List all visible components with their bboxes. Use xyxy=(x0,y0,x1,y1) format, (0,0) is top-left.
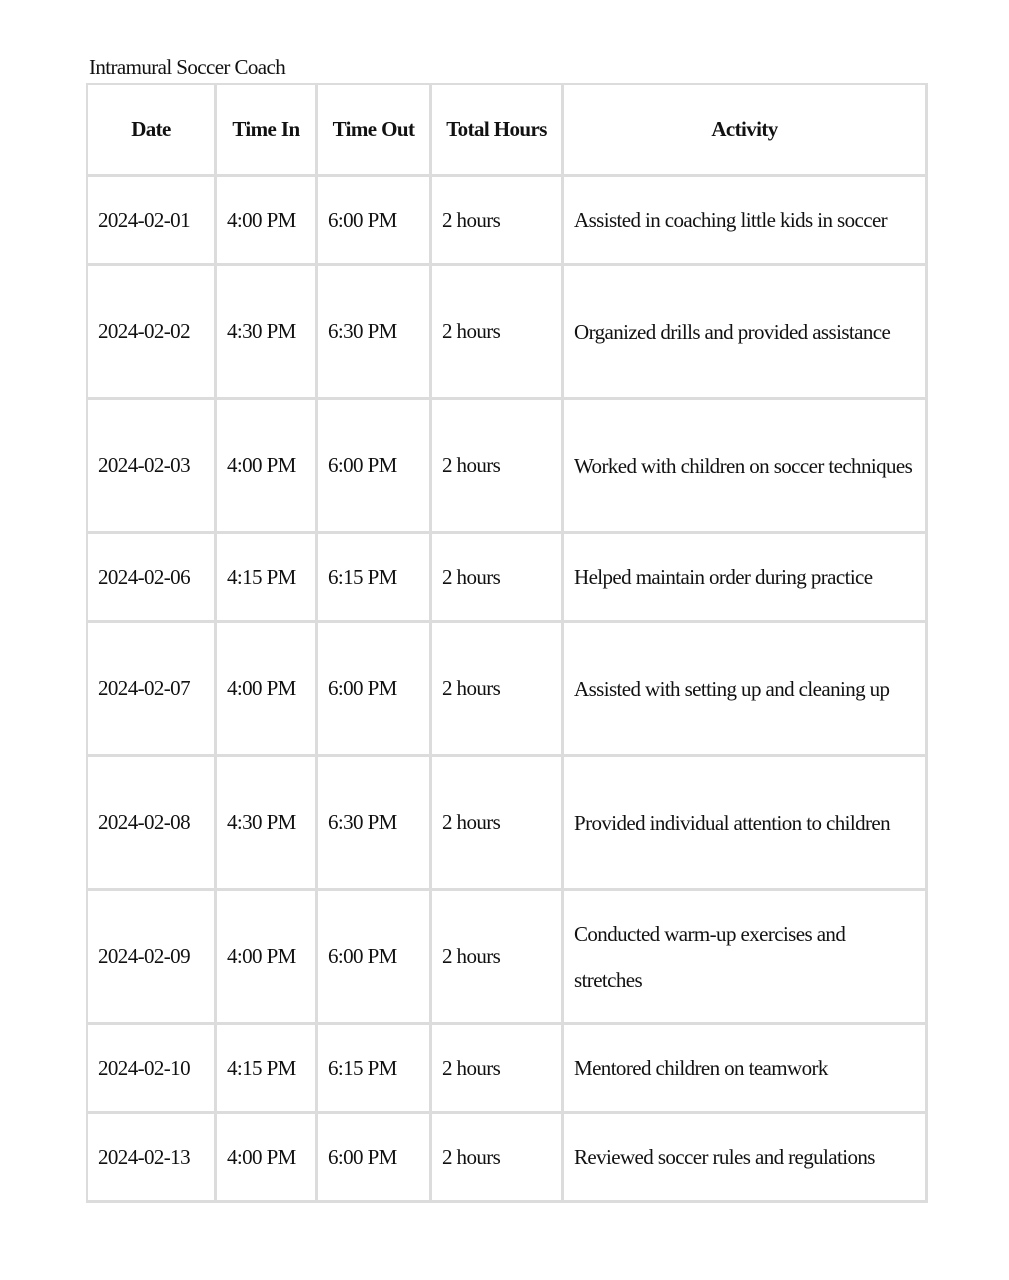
table-row xyxy=(88,757,928,891)
time-out-cell: 6:00 PM xyxy=(318,177,432,266)
date-cell: 2024-02-02 xyxy=(88,266,217,400)
table-row xyxy=(88,266,928,400)
time-out-cell: 6:15 PM xyxy=(318,534,432,623)
table-row xyxy=(88,400,928,534)
table-row xyxy=(88,1025,928,1114)
activity-cell: Mentored children on teamwork xyxy=(564,1025,928,1114)
activity-cell: Assisted in coaching little kids in soccer xyxy=(564,177,928,266)
total-hours-cell: 2 hours xyxy=(432,266,564,400)
total-hours-cell: 2 hours xyxy=(432,1114,564,1203)
activity-cell: Organized drills and provided assistance xyxy=(564,266,928,400)
activity-cell: Assisted with setting up and cleaning up xyxy=(564,623,928,757)
total-hours-cell: 2 hours xyxy=(432,534,564,623)
total-hours-cell: 2 hours xyxy=(432,400,564,534)
time-out-cell: 6:00 PM xyxy=(318,623,432,757)
activity-cell: Provided individual attention to children xyxy=(564,757,928,891)
column-header-time-in: Time In xyxy=(217,85,318,177)
time-out-cell: 6:30 PM xyxy=(318,266,432,400)
date-cell: 2024-02-07 xyxy=(88,623,217,757)
activity-cell: Helped maintain order during practice xyxy=(564,534,928,623)
time-in-cell: 4:15 PM xyxy=(217,534,318,623)
table-row xyxy=(88,534,928,623)
date-cell: 2024-02-13 xyxy=(88,1114,217,1203)
table-caption: Intramural Soccer Coach xyxy=(89,55,286,79)
time-out-cell: 6:15 PM xyxy=(318,1025,432,1114)
date-cell: 2024-02-06 xyxy=(88,534,217,623)
date-cell: 2024-02-08 xyxy=(88,757,217,891)
time-in-cell: 4:00 PM xyxy=(217,623,318,757)
time-out-cell: 6:00 PM xyxy=(318,1114,432,1203)
total-hours-cell: 2 hours xyxy=(432,757,564,891)
activity-cell: Conducted warm-up exercises and stretches xyxy=(564,891,928,1025)
time-in-cell: 4:00 PM xyxy=(217,177,318,266)
date-cell: 2024-02-01 xyxy=(88,177,217,266)
activity-cell: Reviewed soccer rules and regulations xyxy=(564,1114,928,1203)
time-in-cell: 4:30 PM xyxy=(217,757,318,891)
date-cell: 2024-02-10 xyxy=(88,1025,217,1114)
total-hours-cell: 2 hours xyxy=(432,177,564,266)
table-row xyxy=(88,623,928,757)
volunteer-hours-table xyxy=(86,83,928,1203)
time-in-cell: 4:00 PM xyxy=(217,891,318,1025)
table-row xyxy=(88,891,928,1025)
table-row xyxy=(88,1114,928,1203)
time-out-cell: 6:30 PM xyxy=(318,757,432,891)
table-row xyxy=(88,177,928,266)
column-header-date: Date xyxy=(88,85,217,177)
date-cell: 2024-02-03 xyxy=(88,400,217,534)
time-in-cell: 4:30 PM xyxy=(217,266,318,400)
activity-cell: Worked with children on soccer techniques xyxy=(564,400,928,534)
time-out-cell: 6:00 PM xyxy=(318,891,432,1025)
column-header-time-out: Time Out xyxy=(318,85,432,177)
column-header-total-hours: Total Hours xyxy=(432,85,564,177)
table-header-row xyxy=(88,85,928,177)
time-in-cell: 4:15 PM xyxy=(217,1025,318,1114)
time-out-cell: 6:00 PM xyxy=(318,400,432,534)
column-header-activity: Activity xyxy=(564,85,928,177)
time-in-cell: 4:00 PM xyxy=(217,400,318,534)
total-hours-cell: 2 hours xyxy=(432,891,564,1025)
time-in-cell: 4:00 PM xyxy=(217,1114,318,1203)
total-hours-cell: 2 hours xyxy=(432,1025,564,1114)
total-hours-cell: 2 hours xyxy=(432,623,564,757)
date-cell: 2024-02-09 xyxy=(88,891,217,1025)
